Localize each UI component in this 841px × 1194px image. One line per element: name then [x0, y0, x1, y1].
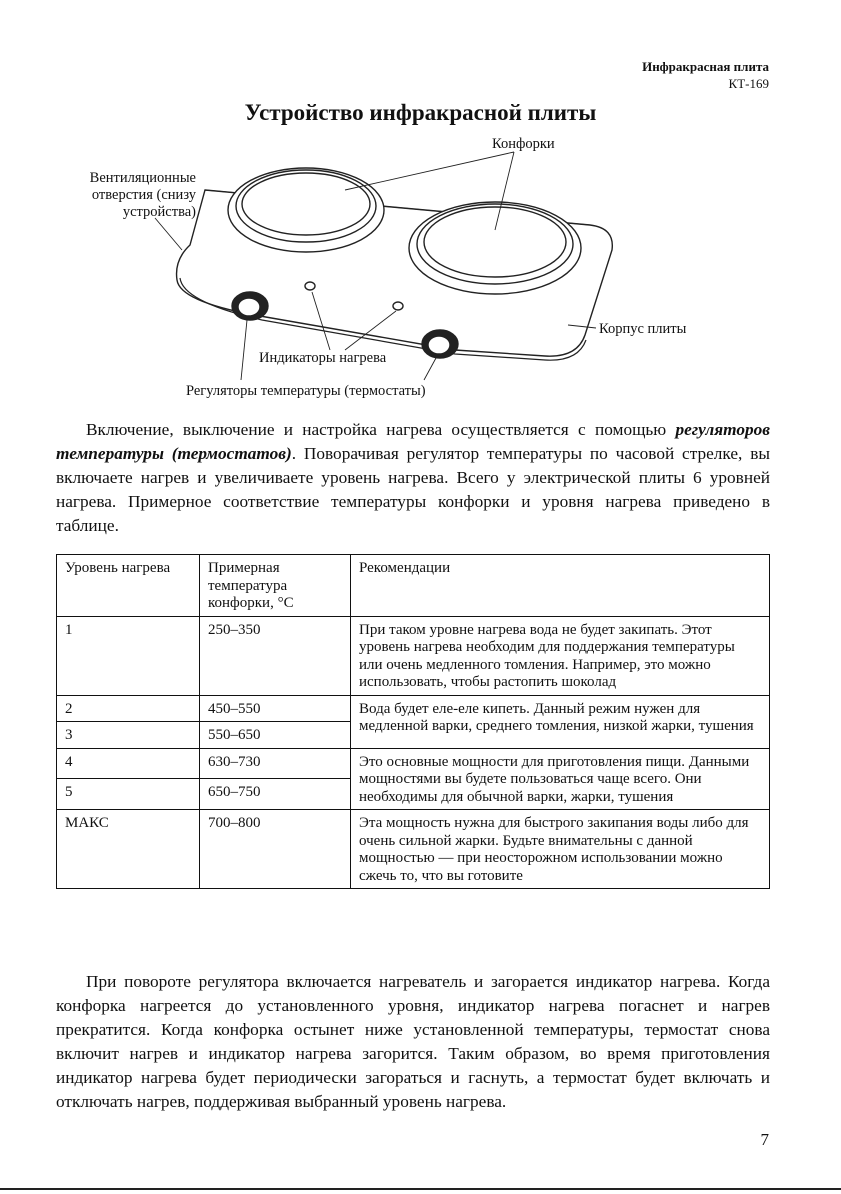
temperature-cell: 450–550: [200, 695, 351, 722]
level-cell: 1: [57, 616, 200, 695]
temperature-cell: 550–650: [200, 722, 351, 749]
label-indicators: Индикаторы нагрева: [259, 350, 387, 366]
table-row: [57, 695, 770, 722]
stove-diagram: [0, 130, 841, 420]
table-row: [57, 810, 770, 889]
heat-level-table: [56, 554, 770, 889]
recommendation-cell: При таком уровне нагрева вода не будет закипать. Этот уровень нагрева необходим для поддержания температуры или очень медленного томления. Например, это можно использовать, чтобы растопить шоколад: [351, 616, 770, 695]
level-cell: 4: [57, 748, 200, 779]
level-cell: 3: [57, 722, 200, 749]
level-cell: 2: [57, 695, 200, 722]
temperature-cell: 250–350: [200, 616, 351, 695]
label-burners: Конфорки: [492, 136, 555, 152]
recommendation-cell: Эта мощность нужна для быстрого закипания воды либо для очень сильной жарки. Будьте внимательны с данной мощностью — при неосторожном использовании можно сжечь то, что вы готовите: [351, 810, 770, 889]
recommendation-cell: Это основные мощности для приготовления пищи. Данными мощностями вы будете пользоваться чаще всего. Они необходимы для обычной варки, жарки, тушения: [351, 748, 770, 810]
header-recommendations: Рекомендации: [351, 555, 770, 617]
table-row: [57, 616, 770, 695]
table-header-row: [57, 555, 770, 617]
intro-paragraph: [56, 418, 770, 538]
page-title: Устройство инфракрасной плиты: [244, 100, 597, 125]
temperature-cell: 700–800: [200, 810, 351, 889]
header-temperature: Примерная температура конфорки, °С: [200, 555, 351, 617]
header-level: Уровень нагрева: [57, 555, 200, 617]
bottom-divider: [0, 1188, 841, 1190]
page-number: 7: [760, 1130, 769, 1149]
table-row: [57, 748, 770, 779]
intro-text-before: Включение, выключение и настройка нагрева осуществляется с помощью: [86, 420, 676, 439]
level-cell: 5: [57, 779, 200, 810]
temperature-cell: 630–730: [200, 748, 351, 779]
product-name: Инфракрасная плита: [642, 59, 769, 74]
intro-emphasis: регуляторов температуры (термостатов): [56, 420, 770, 463]
label-body: Корпус плиты: [599, 321, 687, 337]
thermostat-paragraph: При повороте регулятора включается нагреватель и загорается индикатор нагрева. Когда конфорка нагреется до установленного уровня, индикатор нагрева погаснет и нагрев прекратится. Когда конфорка остынет ниже установленной температуры, термостат снова включит нагрев и индикатор нагрева загорится. Таким образом, во время приготовления индикатор нагрева будет периодически загораться и гаснуть, а термостат будет включать и отключать нагрев, поддерживая выбранный уровень нагрева.: [56, 972, 770, 1111]
level-cell: МАКС: [57, 810, 200, 889]
intro-text-after: . Поворачивая регулятор температуры по часовой стрелке, вы включаете нагрев и увеличиваете уровень нагрева. Всего у электрической плиты 6 уровней нагрева. Примерное соответствие температуры конфорки и уровня нагрева приведено в таблице.: [56, 444, 770, 535]
model-number: КТ-169: [728, 76, 769, 91]
page-header: [642, 58, 769, 92]
label-vents-1: Вентиляционные: [89, 170, 196, 186]
recommendation-cell: Вода будет еле-еле кипеть. Данный режим нужен для медленной варки, среднего томления, низкой жарки, тушения: [351, 695, 770, 748]
label-regulators: Регуляторы температуры (термостаты): [186, 383, 426, 399]
label-vents-3: устройства): [122, 204, 196, 220]
label-vents-2: отверстия (снизу: [91, 187, 196, 203]
temperature-cell: 650–750: [200, 779, 351, 810]
